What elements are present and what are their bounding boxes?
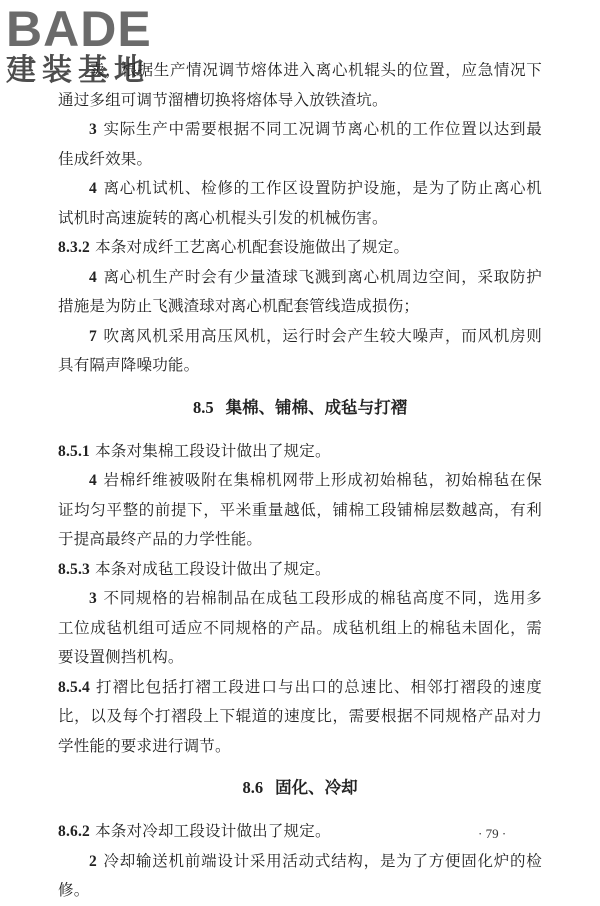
item-number: 7 bbox=[89, 327, 97, 345]
item-number: 4 bbox=[89, 472, 97, 489]
paragraph-text: 不同规格的岩棉制品在成毡工段形成的棉毡高度不同，选用多工位成毡机组可适应不同规格的产品。成毡机组上的棉毡未固化，需要设置侧挡机构。 bbox=[58, 589, 542, 666]
item-number: 3 bbox=[89, 590, 97, 607]
clause-paragraph bbox=[58, 437, 542, 467]
paragraph-text: 本条对集棉工段设计做出了规定。 bbox=[95, 441, 331, 460]
paragraph-text: 离心机试机、检修的工作区设置防护设施，是为了防止离心机试机时高速旋转的离心机棍头引发的机械伤害。 bbox=[58, 179, 542, 227]
section-number: 8.6 bbox=[242, 778, 264, 797]
text-paragraph bbox=[58, 322, 542, 381]
paragraph-text: 离心机生产时会有少量渣球飞溅到离心机周边空间，采取防护措施是为防止飞溅渣球对离心机配套管线造成损伤； bbox=[58, 267, 542, 315]
clause-number: 8.6.2 bbox=[58, 823, 90, 840]
clause-paragraph bbox=[58, 673, 542, 762]
clause-paragraph bbox=[58, 817, 542, 847]
text-paragraph bbox=[58, 174, 542, 233]
logo-brand: BADE bbox=[6, 1, 152, 57]
text-paragraph bbox=[58, 115, 542, 174]
text-paragraph bbox=[58, 466, 542, 555]
item-number: 4 bbox=[89, 180, 97, 197]
section-title: 固化、冷却 bbox=[275, 778, 358, 797]
text-paragraph bbox=[58, 847, 542, 906]
paragraph-text: 冷却输送机前端设计采用活动式结构，是为了方便固化炉的检修。 bbox=[58, 851, 542, 899]
text-paragraph bbox=[58, 584, 542, 673]
item-number: 3 bbox=[89, 121, 97, 138]
section-title: 集棉、铺棉、成毡与打褶 bbox=[225, 397, 408, 417]
paragraph-text: 本条对成纤工艺离心机配套设施做出了规定。 bbox=[95, 238, 410, 256]
section-heading bbox=[58, 773, 542, 803]
clause-paragraph bbox=[58, 555, 542, 585]
clause-paragraph bbox=[58, 233, 542, 263]
section-heading bbox=[58, 393, 542, 423]
paragraph-text: 实际生产中需要根据不同工况调节离心机的工作位置以达到最佳成纤效果。 bbox=[58, 120, 542, 168]
paragraph-text: 本条对成毡工段设计做出了规定。 bbox=[95, 559, 331, 578]
section-number: 8.5 bbox=[192, 397, 214, 417]
item-number: 4 bbox=[89, 268, 97, 286]
page-number: · 79 · bbox=[478, 826, 507, 841]
clause-number: 8.5.3 bbox=[58, 560, 90, 578]
paragraph-text: 卖，根据生产情况调节熔体进入离心机辊头的位置，应急情况下通过多组可调节溜槽切换将熔体导入放铁渣坑。 bbox=[58, 61, 542, 109]
item-number: 2 bbox=[89, 852, 97, 870]
paragraph-text: 打褶比包括打褶工段进口与出口的总速比、相邻打褶段的速度比，以及每个打褶段上下辊道的速度比，需要根据不同规格产品对力学性能的要求进行调节。 bbox=[58, 677, 542, 755]
text-paragraph bbox=[58, 263, 542, 322]
text-paragraph bbox=[58, 56, 542, 115]
clause-number: 8.3.2 bbox=[58, 239, 90, 256]
paragraph-text: 吹离风机采用高压风机，运行时会产生较大噪声，而风机房则具有隔声降噪功能。 bbox=[58, 326, 542, 374]
paragraph-text: 本条对冷却工段设计做出了规定。 bbox=[95, 822, 331, 840]
clause-number: 8.5.4 bbox=[58, 678, 90, 696]
document-body bbox=[58, 56, 542, 906]
paragraph-text: 岩棉纤维被吸附在集棉机网带上形成初始棉毡，初始棉毡在保证均匀平整的前提下，平米重量越低，铺棉工段铺棉层数越高，有利于提高最终产品的力学性能。 bbox=[58, 471, 542, 548]
logo-brand-sub: 建装基地 bbox=[6, 53, 150, 88]
clause-number: 8.5.1 bbox=[58, 442, 90, 460]
